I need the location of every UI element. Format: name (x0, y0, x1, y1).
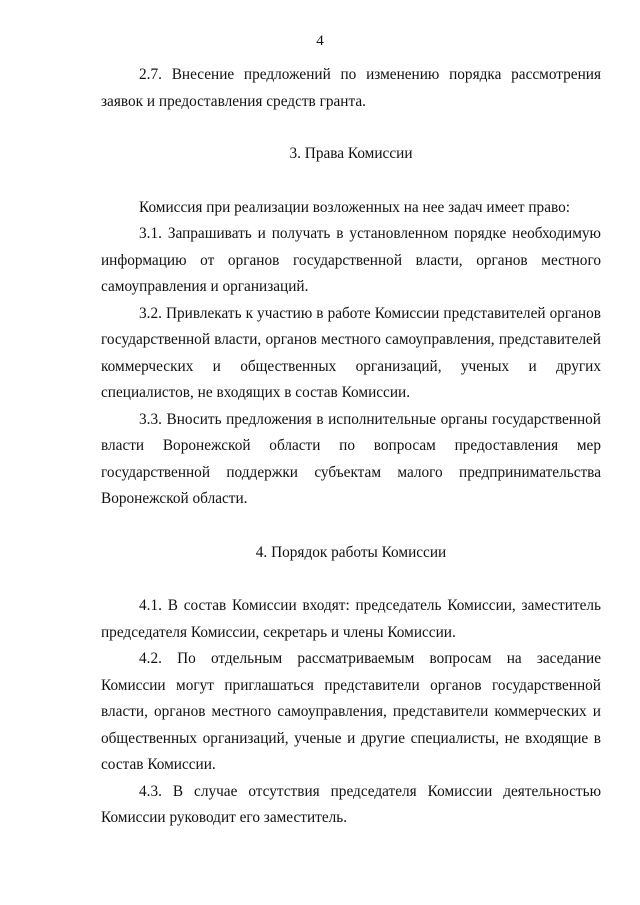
paragraph-4-2: 4.2. По отдельным рассматриваемым вопросам на заседание Комиссии могут приглашаться представители органов государственной власти, органов местного самоуправления, представители коммерческих и общественных организаций, ученые и другие специалисты, не входящие в состав Комиссии. (101, 650, 601, 773)
document-body (101, 62, 601, 832)
paragraph-4-3: 4.3. В случае отсутствия председателя Комиссии деятельностью Комиссии руководит его заместитель. (101, 782, 601, 826)
paragraph-3-1: 3.1. Запрашивать и получать в установленном порядке необходимую информацию от органов государственной власти, органов местного самоуправления и организаций. (101, 225, 601, 295)
section-3-title: 3. Права Комиссии (289, 145, 413, 162)
paragraph-4-1: 4.1. В состав Комиссии входят: председатель Комиссии, заместитель председателя Комиссии, секретарь и члены Комиссии. (101, 597, 601, 641)
page-number: 4 (316, 33, 324, 49)
paragraph-3-3: 3.3. Вносить предложения в исполнительные органы государственной власти Воронежской области по вопросам предоставления мер государственной поддержки субъектам малого предпринимательства Воронежской области. (101, 410, 601, 507)
section-4-title: 4. Порядок работы Комиссии (255, 543, 447, 561)
section-3-intro: Комиссия при реализации возложенных на нее задач имеет право: (139, 198, 571, 216)
paragraph-2-7: 2.7. Внесение предложений по изменению порядка рассмотрения заявок и предоставления средств гранта. (101, 66, 601, 110)
paragraph-3-2: 3.2. Привлекать к участию в работе Комиссии представителей органов государственной власти, органов местного самоуправления, представителей коммерческих и общественных организаций, ученых и других специалистов, не входящих в состав Комиссии. (101, 304, 601, 401)
